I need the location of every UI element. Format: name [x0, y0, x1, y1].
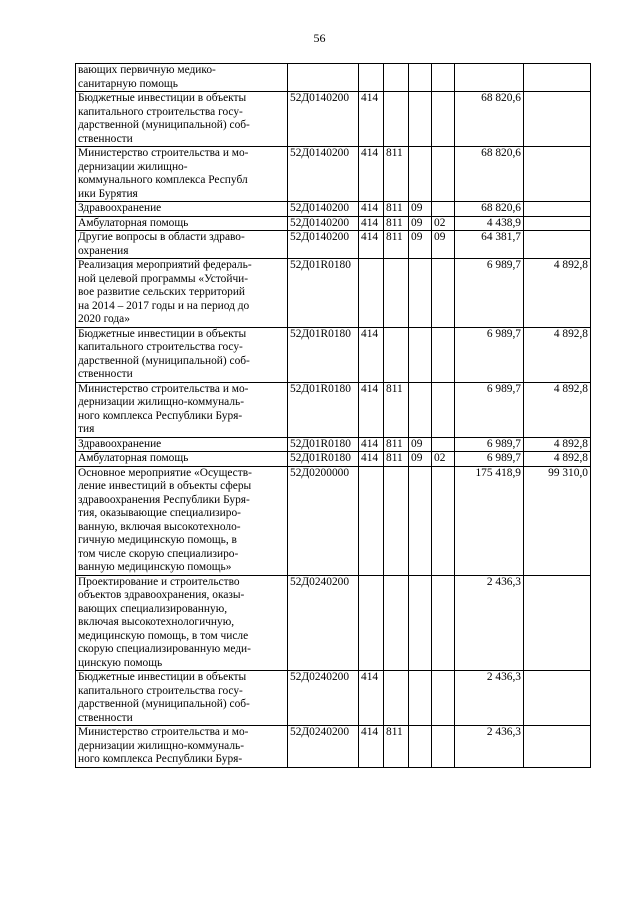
row-amount-federal-cell	[524, 726, 591, 768]
budget-table	[75, 63, 591, 768]
table-row	[76, 671, 591, 726]
row-name-cell: Бюджетные инвестиции в объекты капитального строительства госу- дарственной (муниципальной) соб- ственности	[76, 92, 288, 147]
row-amount-federal-cell: 99 310,0	[524, 466, 591, 575]
row-amount-federal-cell	[524, 202, 591, 217]
row-amount-cell: 68 820,6	[455, 202, 524, 217]
row-group-cell: 414	[359, 147, 384, 202]
row-section-cell: 09	[409, 437, 432, 452]
row-name-cell: Министерство строительства и мо- дернизации жилищно- коммунального комплекса Республ ики Бурятия	[76, 147, 288, 202]
row-code-cell	[288, 64, 359, 92]
row-subsection-cell	[432, 147, 455, 202]
row-name-cell: Реализация мероприятий федераль- ной целевой программы «Устойчи- вое развитие сельских территорий на 2014 – 2017 годы и на период до 2020 года»	[76, 259, 288, 328]
row-code-cell: 52Д01R0180	[288, 452, 359, 467]
row-code-cell: 52Д0140200	[288, 92, 359, 147]
row-code-cell: 52Д0140200	[288, 216, 359, 231]
row-section-cell: 09	[409, 231, 432, 259]
row-name-cell: Проектирование и строительство объектов здравоохранения, оказы- вающих специализированную, включая высокотехнологичную, медицинскую помощь, в том числе скорую специализированную меди- цинскую помощь	[76, 575, 288, 671]
row-code-cell: 52Д0240200	[288, 726, 359, 768]
row-subsection-cell	[432, 726, 455, 768]
row-amount-cell: 6 989,7	[455, 437, 524, 452]
row-subsection-cell	[432, 671, 455, 726]
table-row	[76, 726, 591, 768]
row-amount-federal-cell	[524, 671, 591, 726]
row-ministry-cell: 811	[384, 231, 409, 259]
row-amount-cell: 6 989,7	[455, 259, 524, 328]
row-ministry-cell	[384, 671, 409, 726]
row-name-cell: Министерство строительства и мо- дернизации жилищно-коммуналь- ного комплекса Республики Буря-	[76, 726, 288, 768]
row-amount-cell: 6 989,7	[455, 327, 524, 382]
table-row	[76, 466, 591, 575]
row-group-cell	[359, 575, 384, 671]
row-amount-federal-cell: 4 892,8	[524, 452, 591, 467]
row-subsection-cell: 02	[432, 216, 455, 231]
row-amount-federal-cell: 4 892,8	[524, 382, 591, 437]
row-ministry-cell: 811	[384, 437, 409, 452]
table-row	[76, 202, 591, 217]
row-ministry-cell	[384, 466, 409, 575]
row-code-cell: 52Д0140200	[288, 231, 359, 259]
table-row	[76, 575, 591, 671]
row-amount-federal-cell	[524, 231, 591, 259]
row-amount-cell: 4 438,9	[455, 216, 524, 231]
row-ministry-cell: 811	[384, 147, 409, 202]
row-subsection-cell	[432, 92, 455, 147]
row-group-cell: 414	[359, 202, 384, 217]
row-amount-cell: 2 436,3	[455, 726, 524, 768]
row-section-cell: 09	[409, 452, 432, 467]
row-group-cell: 414	[359, 382, 384, 437]
row-section-cell	[409, 327, 432, 382]
row-section-cell	[409, 147, 432, 202]
row-subsection-cell	[432, 259, 455, 328]
row-amount-cell: 175 418,9	[455, 466, 524, 575]
row-name-cell: Бюджетные инвестиции в объекты капитального строительства госу- дарственной (муниципальной) соб- ственности	[76, 671, 288, 726]
row-name-cell: Здравоохранение	[76, 202, 288, 217]
row-section-cell	[409, 382, 432, 437]
row-code-cell: 52Д0240200	[288, 671, 359, 726]
row-ministry-cell	[384, 327, 409, 382]
table-row	[76, 92, 591, 147]
row-subsection-cell	[432, 575, 455, 671]
row-name-cell: Другие вопросы в области здраво- охранения	[76, 231, 288, 259]
row-code-cell: 52Д01R0180	[288, 327, 359, 382]
row-code-cell: 52Д0240200	[288, 575, 359, 671]
row-subsection-cell: 09	[432, 231, 455, 259]
table-row	[76, 231, 591, 259]
row-group-cell: 414	[359, 671, 384, 726]
row-amount-cell: 68 820,6	[455, 147, 524, 202]
row-group-cell: 414	[359, 327, 384, 382]
row-ministry-cell: 811	[384, 726, 409, 768]
row-amount-cell: 6 989,7	[455, 382, 524, 437]
row-amount-cell: 64 381,7	[455, 231, 524, 259]
row-name-cell: Амбулаторная помощь	[76, 216, 288, 231]
row-section-cell	[409, 575, 432, 671]
row-ministry-cell	[384, 259, 409, 328]
row-subsection-cell	[432, 382, 455, 437]
row-amount-cell: 2 436,3	[455, 671, 524, 726]
row-amount-federal-cell	[524, 64, 591, 92]
row-amount-cell: 68 820,6	[455, 92, 524, 147]
row-group-cell: 414	[359, 216, 384, 231]
row-name-cell: вающих первичную медико- санитарную помощь	[76, 64, 288, 92]
row-code-cell: 52Д0200000	[288, 466, 359, 575]
row-ministry-cell	[384, 575, 409, 671]
table-row	[76, 382, 591, 437]
row-subsection-cell: 02	[432, 452, 455, 467]
row-code-cell: 52Д0140200	[288, 202, 359, 217]
row-ministry-cell: 811	[384, 202, 409, 217]
row-group-cell: 414	[359, 231, 384, 259]
table-row	[76, 64, 591, 92]
row-group-cell: 414	[359, 452, 384, 467]
table-row	[76, 452, 591, 467]
row-code-cell: 52Д0140200	[288, 147, 359, 202]
row-section-cell	[409, 92, 432, 147]
table-row	[76, 327, 591, 382]
row-name-cell: Здравоохранение	[76, 437, 288, 452]
row-subsection-cell	[432, 327, 455, 382]
row-code-cell: 52Д01R0180	[288, 437, 359, 452]
row-section-cell	[409, 259, 432, 328]
row-ministry-cell: 811	[384, 382, 409, 437]
page-number: 56	[313, 31, 326, 45]
row-name-cell: Амбулаторная помощь	[76, 452, 288, 467]
table-row	[76, 216, 591, 231]
row-group-cell: 414	[359, 92, 384, 147]
row-ministry-cell	[384, 92, 409, 147]
row-section-cell: 09	[409, 216, 432, 231]
row-section-cell	[409, 466, 432, 575]
row-group-cell: 414	[359, 437, 384, 452]
row-subsection-cell	[432, 64, 455, 92]
row-amount-federal-cell: 4 892,8	[524, 437, 591, 452]
row-name-cell: Основное мероприятие «Осуществ- ление инвестиций в объекты сферы здравоохранения Республики Буря- тия, оказывающие специализиро- ванную, включая высокотехноло- гичную медицинскую помощь, в том числе скорую специализиро- ванную медицинскую помощь»	[76, 466, 288, 575]
row-amount-federal-cell	[524, 147, 591, 202]
row-subsection-cell	[432, 466, 455, 575]
row-ministry-cell	[384, 64, 409, 92]
row-code-cell: 52Д01R0180	[288, 259, 359, 328]
row-amount-federal-cell	[524, 92, 591, 147]
table-row	[76, 147, 591, 202]
row-amount-federal-cell	[524, 216, 591, 231]
row-amount-cell: 6 989,7	[455, 452, 524, 467]
row-group-cell	[359, 466, 384, 575]
row-section-cell	[409, 671, 432, 726]
row-ministry-cell: 811	[384, 452, 409, 467]
row-amount-federal-cell	[524, 575, 591, 671]
row-subsection-cell	[432, 437, 455, 452]
row-group-cell: 414	[359, 726, 384, 768]
row-section-cell	[409, 726, 432, 768]
table-row	[76, 259, 591, 328]
row-amount-federal-cell: 4 892,8	[524, 259, 591, 328]
row-amount-cell: 2 436,3	[455, 575, 524, 671]
row-section-cell: 09	[409, 202, 432, 217]
row-amount-cell	[455, 64, 524, 92]
row-code-cell: 52Д01R0180	[288, 382, 359, 437]
row-group-cell	[359, 259, 384, 328]
row-amount-federal-cell: 4 892,8	[524, 327, 591, 382]
row-group-cell	[359, 64, 384, 92]
row-section-cell	[409, 64, 432, 92]
table-row	[76, 437, 591, 452]
row-subsection-cell	[432, 202, 455, 217]
budget-table-body	[76, 64, 591, 768]
row-ministry-cell: 811	[384, 216, 409, 231]
row-name-cell: Бюджетные инвестиции в объекты капитального строительства госу- дарственной (муниципальной) соб- ственности	[76, 327, 288, 382]
row-name-cell: Министерство строительства и мо- дернизации жилищно-коммуналь- ного комплекса Республики Буря- тия	[76, 382, 288, 437]
